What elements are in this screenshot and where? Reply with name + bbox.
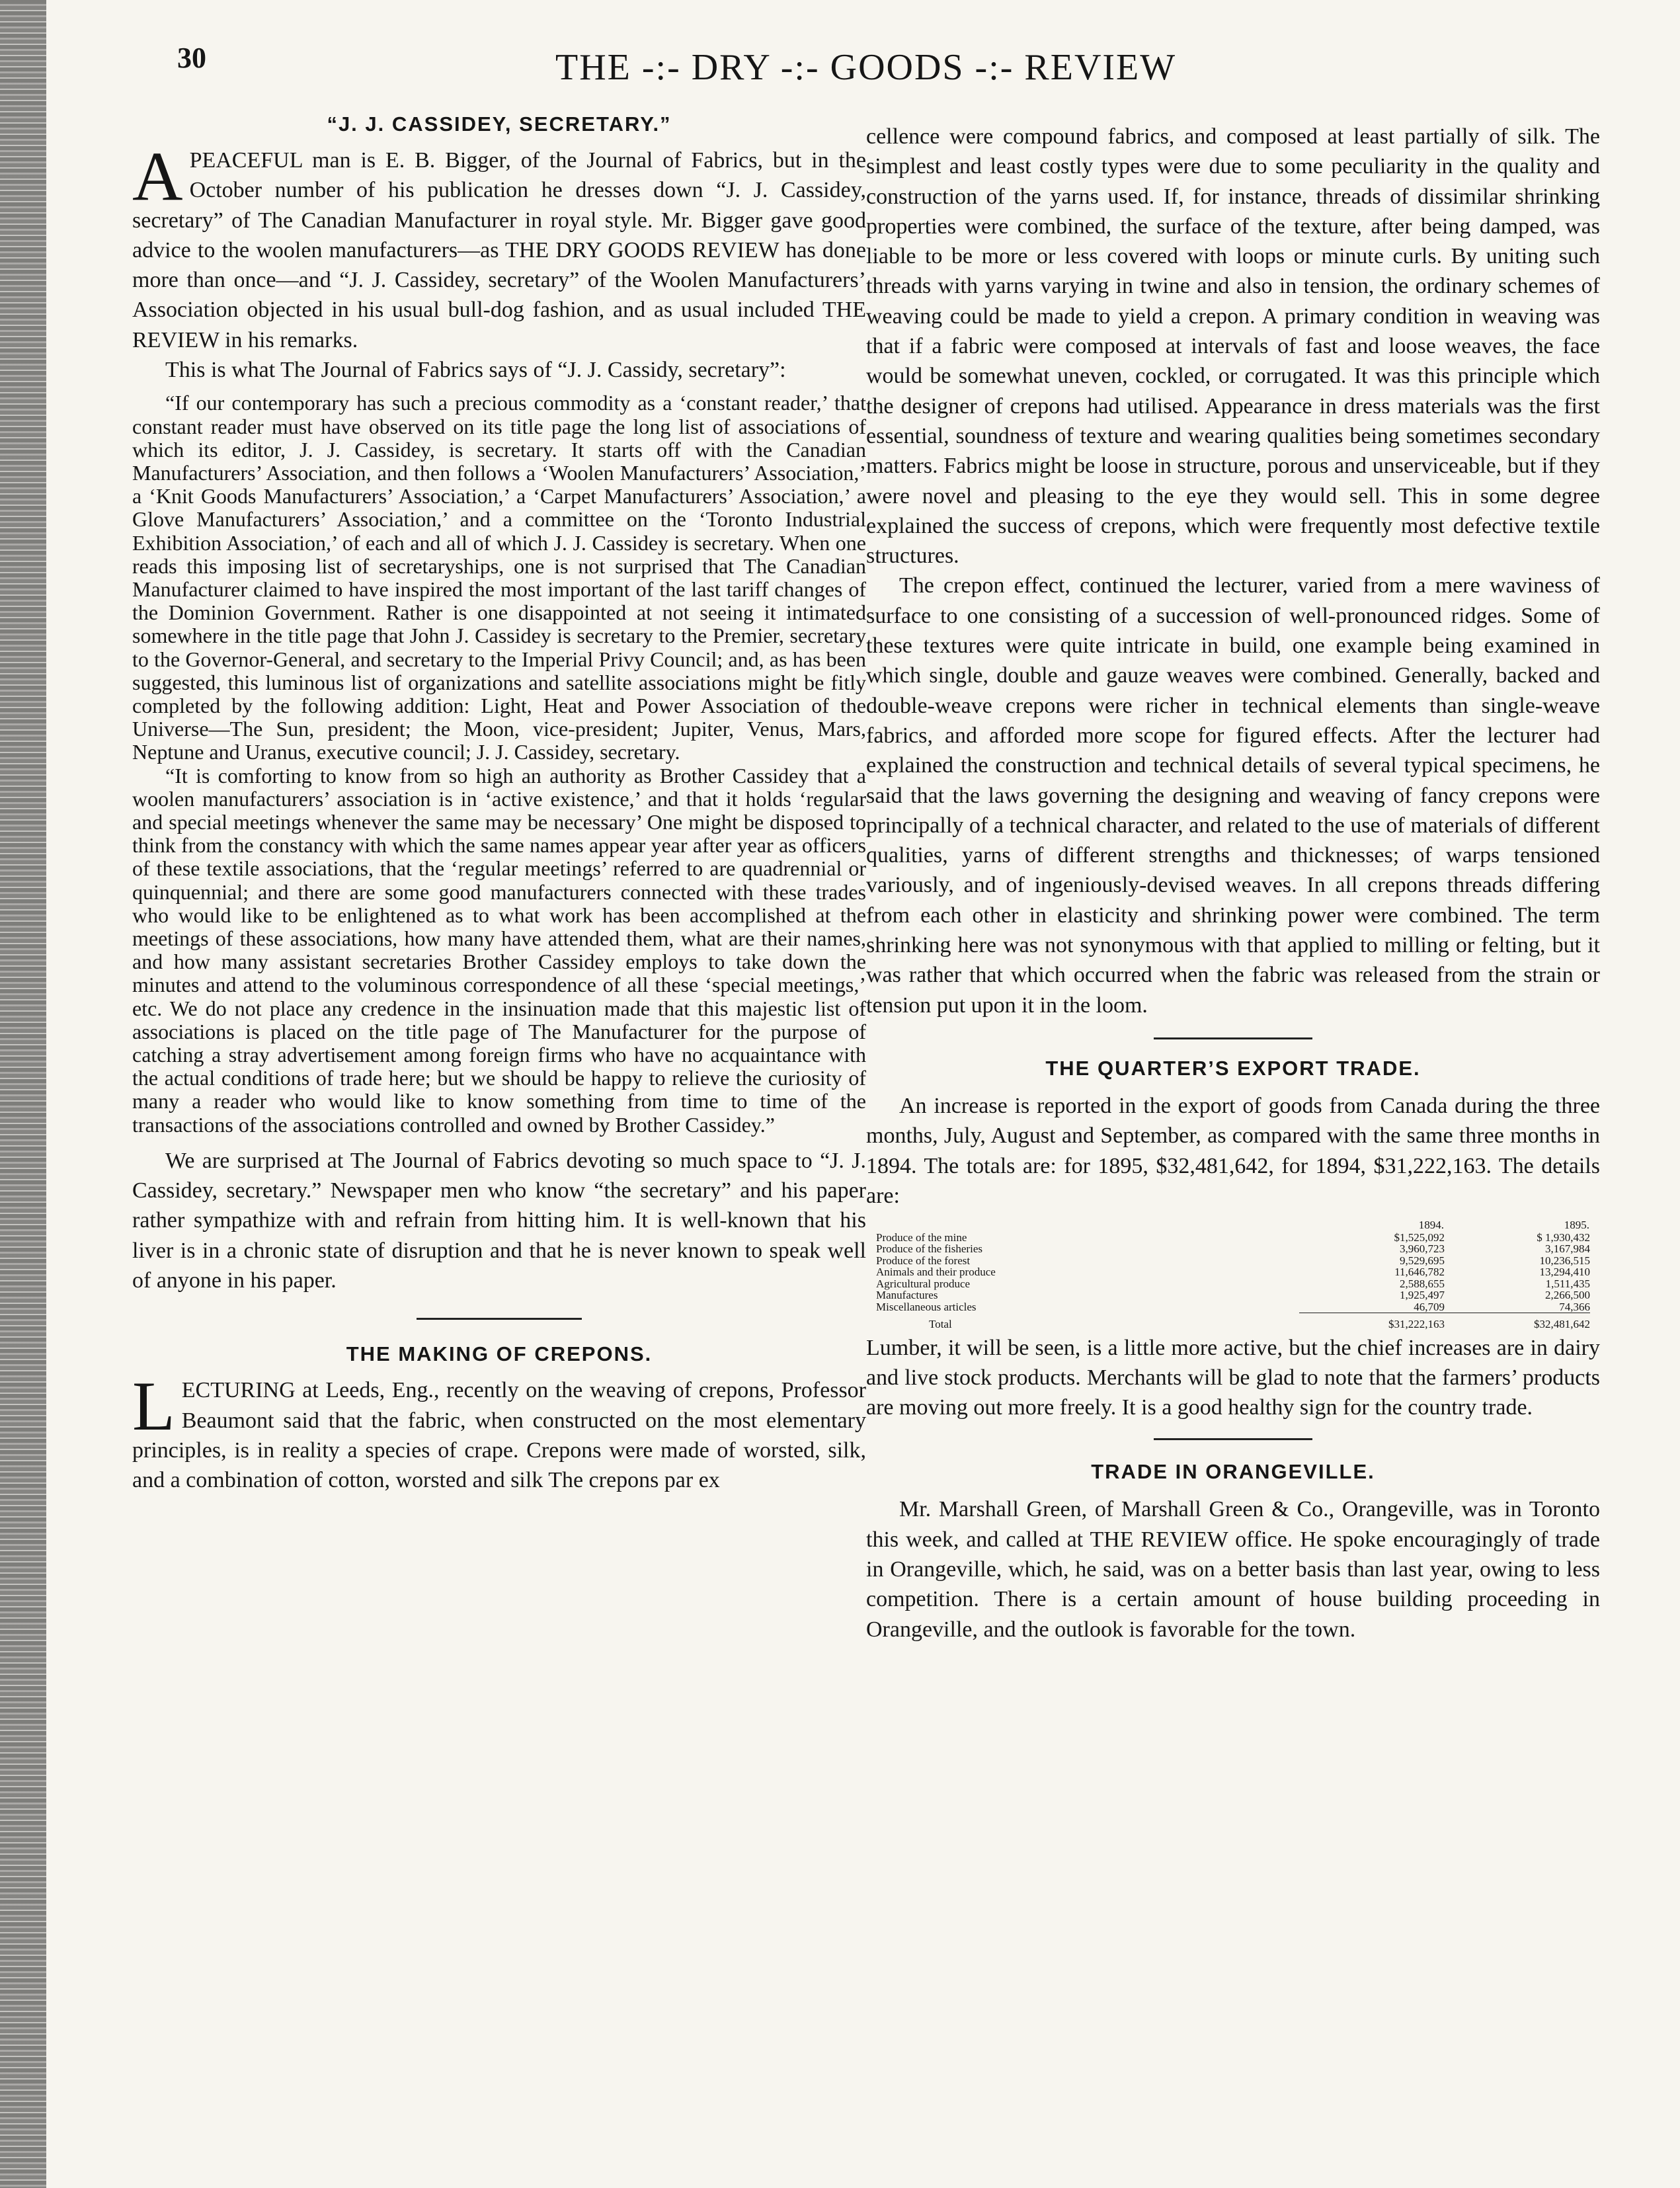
crepons-para-2: The crepon effect, continued the lecturer, varied from a mere waviness of surface to one consisting of a succession of well-pronounced ridges. Some of these textures were quite intricate in build, one example being examined in which single, double and gauze weaves were combined. Generally, backed and double-weave crepons were richer in technical elements than single-weave fabrics, and afforded more scope for figured effects. After the lecturer had explained the construction and technical details of several typical specimens, he said that the laws governing the designing and weaving of fancy crepons were principally of a technical character, and related to the use of materials of different qualities, yarns of different strengths and thicknesses; of warps tensioned variously, and of ingeniously-devised weaves. In all crepons threads differing from each other in elasticity and shrinking power were combined. The term shrinking here was not synonymous with that applied to milling or felting, but it was rather that which occurred when the fabric was released from the strain or tension put upon it in the loom.	[866, 573, 1600, 1018]
export-table-total-row	[876, 1313, 1590, 1330]
export-table-row	[876, 1232, 1590, 1244]
row-value-1895: $ 1,930,432	[1537, 1231, 1590, 1244]
export-table	[876, 1219, 1590, 1330]
row-label: Produce of the mine	[876, 1231, 967, 1244]
row-value-1894: 11,646,782	[1394, 1266, 1445, 1279]
left-column	[132, 112, 866, 1496]
table-header-blank	[876, 1219, 1299, 1232]
export-heading: THE QUARTER’S EXPORT TRADE.	[1045, 1056, 1421, 1080]
dropcap-l: L	[132, 1367, 175, 1445]
row-label: Agricultural produce	[876, 1277, 971, 1290]
row-value-1895: 74,366	[1559, 1300, 1590, 1313]
export-para-2: Lumber, it will be seen, is a little more active, but the chief increases are in dairy and live stock products. Merchants will be glad to note that the farmers’ products are moving out more freely. It is a good healthy sign for the country trade.	[866, 1335, 1600, 1420]
row-value-1895: 10,236,515	[1539, 1254, 1590, 1267]
crepons-para-1-right: cellence were compound fabrics, and composed at least partially of silk. The simplest and least costly types were due to some peculiarity in the quality and construction of the yarns used. If, for instance, threads of dissimilar shrinking properties were combined, the surface of the texture, after being damped, was liable to be more or less covered with loops or minute curls. By uniting such threads with yarns varying in twine and also in tension, the ordinary schemes of weaving could be made to yield a crepon. A primary condition in weaving was that if a fabric were composed at intervals of fast and loose weaves, the face would be somewhat uneven, cockled, or corrugated. It was this principle which the designer of crepons had utilised. Appearance in dress materials was the first essential, soundness of texture and wearing qualities being sometimes secondary matters. Fabrics might be loose in structure, porous and unserviceable, but if they were novel and pleasing to the eye they would sell. This in some degree explained the success of crepons, which were frequently most defective textile structures.	[866, 124, 1600, 569]
row-value-1894: 9,529,695	[1400, 1254, 1445, 1267]
row-value-1894: 1,925,497	[1400, 1289, 1445, 1302]
row-value-1894: 46,709	[1414, 1300, 1445, 1313]
column-header-1894: 1894.	[1418, 1219, 1444, 1232]
export-table-row	[876, 1255, 1590, 1267]
export-table-row	[876, 1243, 1590, 1255]
row-value-1895: 1,511,435	[1545, 1277, 1590, 1290]
export-para-1: An increase is reported in the export of goods from Canada during the three months, July, August and September, as compared with the same three months in 1894. The totals are: for 1895, $32,481,642, for 1894, $31,222,163. The details are:	[866, 1093, 1600, 1208]
section-rule	[1154, 1037, 1312, 1039]
export-table-row	[876, 1289, 1590, 1301]
dropcap-a: A	[132, 138, 183, 215]
row-value-1895: 13,294,410	[1539, 1266, 1590, 1279]
total-value-1895: $32,481,642	[1445, 1313, 1590, 1330]
row-label: Miscellaneous articles	[876, 1300, 977, 1313]
right-column	[866, 112, 1600, 1644]
page-number: 30	[177, 42, 206, 74]
export-table-row	[876, 1278, 1590, 1290]
export-table-header	[876, 1219, 1590, 1232]
crepons-para-1-left	[132, 1367, 866, 1495]
crepons-heading: THE MAKING OF CREPONS.	[346, 1342, 653, 1366]
cassidey-heading: “J. J. CASSIDEY, SECRETARY.”	[327, 112, 672, 136]
cassidey-para-1-text: PEACEFUL man is E. B. Bigger, of the Journal of Fabrics, but in the October number of his publication he dresses down “J. J. Cassidey, secretary” of The Canadian Manufacturer in royal style. Mr. Bigger gave good advice to the woolen manufacturers—as THE DRY GOODS REVIEW has done more than once—and “J. J. Cassidey, secretary” of the Woolen Manufacturers’ Association objected in his usual bull-dog fashion, and as usual included THE REVIEW in his remarks.	[132, 148, 866, 352]
cassidey-para-2: This is what The Journal of Fabrics says of “J. J. Cassidy, secretary”:	[165, 358, 786, 383]
row-label: Produce of the forest	[876, 1254, 971, 1267]
section-rule	[1154, 1438, 1312, 1440]
row-value-1894: $1,525,092	[1394, 1231, 1445, 1244]
row-label: Animals and their produce	[876, 1266, 996, 1279]
section-rule	[417, 1318, 582, 1320]
orangeville-heading: TRADE IN ORANGEVILLE.	[1091, 1460, 1375, 1484]
row-value-1895: 2,266,500	[1545, 1289, 1590, 1302]
total-value-1894: $31,222,163	[1299, 1313, 1445, 1330]
running-head: THE -:- DRY -:- GOODS -:- REVIEW	[555, 47, 1177, 88]
cassidey-para-1	[132, 138, 866, 355]
row-value-1894: 2,588,655	[1400, 1277, 1445, 1290]
row-label: Manufactures	[876, 1289, 938, 1302]
cassidey-para-3: We are surprised at The Journal of Fabrics devoting so much space to “J. J. Cassidey, secretary.” Newspaper men who know “the secretary” and his paper rather sympathize with and refrain from hitting him. It is well-known that his liver is in a chronic state of disruption and that he is never known to speak well of anyone in his paper.	[132, 1148, 866, 1293]
orangeville-para-1: Mr. Marshall Green, of Marshall Green & Co., Orangeville, was in Toronto this week, and called at THE REVIEW office. He spoke encouragingly of trade in Orangeville, which, he said, was on a better basis than last year, owing to less competition. There is a certain amount of house building proceeding in Orangeville, and the outlook is favorable for the town.	[866, 1497, 1600, 1642]
row-value-1894: 3,960,723	[1400, 1242, 1445, 1256]
binding-edge	[0, 0, 46, 2188]
row-label: Produce of the fisheries	[876, 1242, 982, 1256]
export-table-row	[876, 1266, 1590, 1278]
column-header-1895: 1895.	[1564, 1219, 1589, 1232]
cassidey-quote-1: “If our contemporary has such a precious commodity as a ‘constant reader,’ that constant reader must have observed on its title page the long list of associations of which its editor, J. J. Cassidey, is secretary. It starts off with the Canadian Manufacturers’ Association, and then follows a ‘Woolen Manufacturers’ Association,’ a ‘Knit Goods Manufacturers’ Association,’ a ‘Carpet Manufacturers’ Association,’ a Glove Manufacturers’ Association,’ and a committee on the ‘Toronto Industrial Exhibition Association,’ of each and all of which J. J. Cassidey is secretary. When one reads this imposing list of secretaryships, one is not surprised that The Canadian Manufacturer claimed to have inspired the most important of the last tariff changes of the Dominion Government. Rather is one disappointed at not seeing it intimated somewhere in the title page that John J. Cassidey is secretary to the Premier, secretary to the Governor-General, and secretary to the Imperial Privy Council; and, as has been suggested, this luminous list of organizations and satellite associations might be fitly completed by the following addition: Light, Heat and Power Association of the Universe—The Sun, president; the Moon, vice-president; Jupiter, Venus, Mars, Neptune and Uranus, executive council; J. J. Cassidey, secretary.	[132, 391, 866, 764]
export-table-body	[876, 1232, 1590, 1330]
export-table-row	[876, 1301, 1590, 1313]
total-label: Total	[929, 1317, 952, 1330]
crepons-para-1-left-text: ECTURING at Leeds, Eng., recently on the weaving of crepons, Professor Beaumont said that the fabric, when constructed on the most elementary principles, is in reality a species of crape. Crepons were made of worsted, silk, and a combination of cotton, worsted and silk The crepons par ex	[132, 1378, 866, 1493]
cassidey-quote-2: “It is comforting to know from so high an authority as Brother Cassidey that a woolen manufacturers’ association is in ‘active existence,’ and that it holds ‘regular and special meetings whenever the same may be necessary’ One might be disposed to think from the constancy with which the same names appear year after year as officers of these textile associations, that the ‘regular meetings’ referred to are quadrennial or quinquennial; and there are some good manufacturers connected with these trades who would like to be enlightened as to what work has been accomplished at the meetings of these associations, how many have attended them, what are their names, and how many assistant secretaries Brother Cassidey employs to take down the minutes and attend to the voluminous correspondence of all these ‘special meetings,’ etc. We do not place any credence in the insinuation made that this majestic list of associations is placed on the title page of The Manufacturer for the purpose of catching a stray advertisement among foreign firms who have no acquaintance with the actual conditions of trade here; but we should be happy to relieve the curiosity of many a reader who would like to know something from time to time of the transactions of the associations controlled and owned by Brother Cassidey.”	[132, 763, 866, 1137]
row-value-1895: 3,167,984	[1545, 1242, 1590, 1256]
